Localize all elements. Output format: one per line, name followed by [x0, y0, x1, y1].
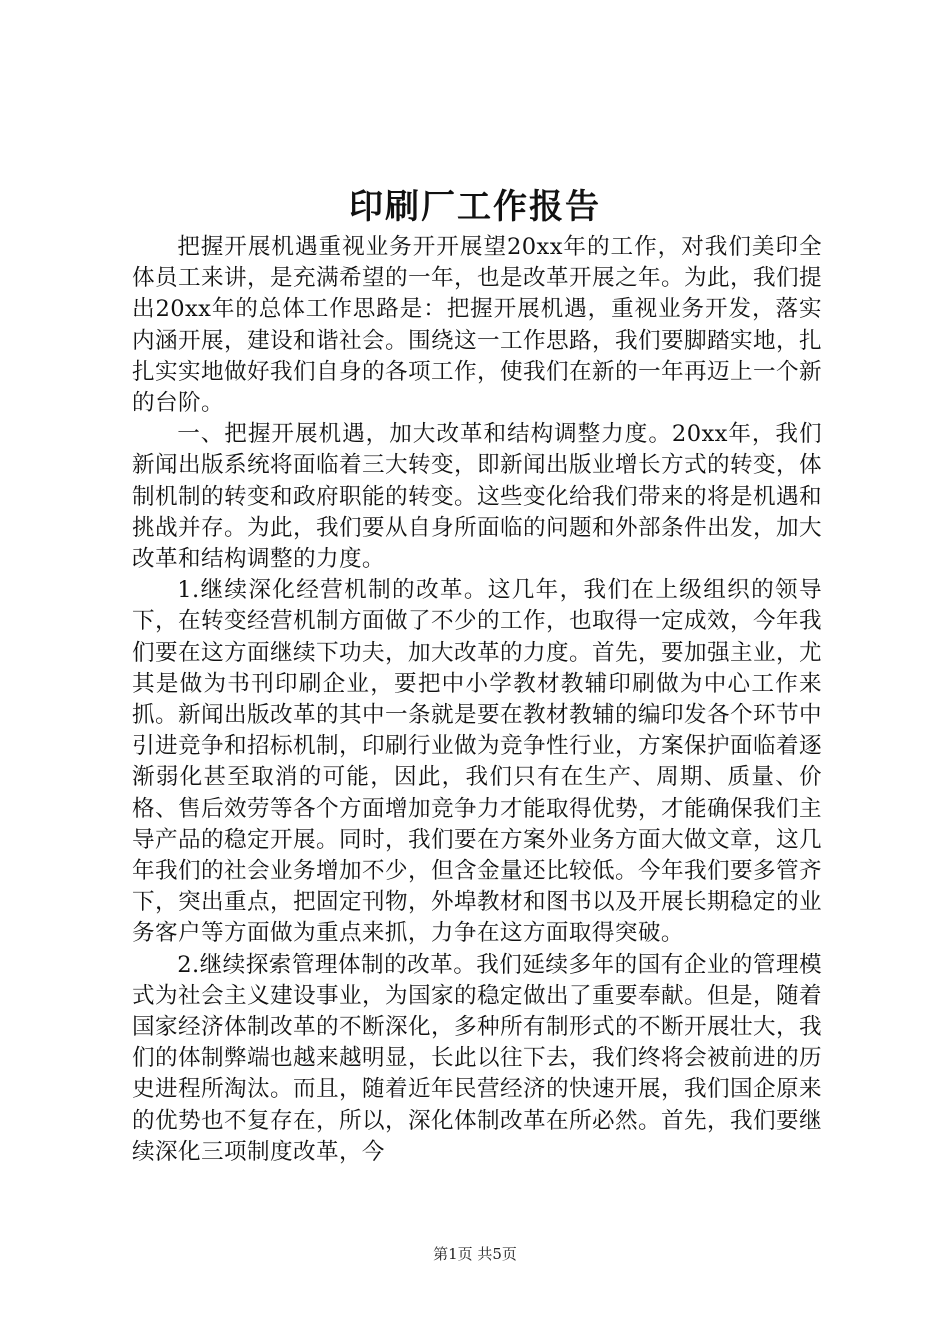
- body-paragraph: 把握开展机遇重视业务开开展望20xx年的工作，对我们美印全体员工来讲，是充满希望的一年，也是改革开展之年。为此，我们提出20xx年的总体工作思路是：把握开展机遇，重视业务开发，落实内涵开展，建设和谐社会。围绕这一工作思路，我们要脚踏实地，扎扎实实地做好我们自身的各项工作，使我们在新的一年再迈上一个新的台阶。: [132, 234, 822, 417]
- page-footer: 第1页 共5页: [433, 1245, 517, 1263]
- body-paragraph: 2.继续探索管理体制的改革。我们延续多年的国有企业的管理模式为社会主义建设事业，为国家的稳定做出了重要奉献。但是，随着国家经济体制改革的不断深化，多种所有制形式的不断开展壮大，我们的体制弊端也越来越明显，长此以往下去，我们终将会被前进的历史进程所淘汰。而且，随着近年民营经济的快速开展，我们国企原来的优势也不复存在，所以，深化体制改革在所必然。首先，我们要继续深化三项制度改革，今: [132, 951, 822, 1165]
- document-body: [132, 232, 822, 1168]
- body-paragraph: 1.继续深化经营机制的改革。这几年，我们在上级组织的领导下，在转变经营机制方面做了不少的工作，也取得一定成效，今年我们要在这方面继续下功夫，加大改革的力度。首先，要加强主业，尤其是做为书刊印刷企业，要把中小学教材教辅印刷做为中心工作来抓。新闻出版改革的其中一条就是要在教材教辅的编印发各个环节中引进竞争和招标机制，印刷行业做为竞争性行业，方案保护面临着逐渐弱化甚至取消的可能，因此，我们只有在生产、周期、质量、价格、售后效劳等各个方面增加竞争力才能取得优势，才能确保我们主导产品的稳定开展。同时，我们要在方案外业务方面大做文章，这几年我们的社会业务增加不少，但含金量还比较低。今年我们要多管齐下，突出重点，把固定刊物，外埠教材和图书以及开展长期稳定的业务客户等方面做为重点来抓，力争在这方面取得突破。: [132, 577, 822, 947]
- document-title: 印刷厂工作报告: [349, 187, 601, 227]
- body-paragraph: 一、把握开展机遇，加大改革和结构调整力度。20xx年，我们新闻出版系统将面临着三大转变，即新闻出版业增长方式的转变，体制机制的转变和政府职能的转变。这些变化给我们带来的将是机遇和挑战并存。为此，我们要从自身所面临的问题和外部条件出发，加大改革和结构调整的力度。: [132, 421, 822, 573]
